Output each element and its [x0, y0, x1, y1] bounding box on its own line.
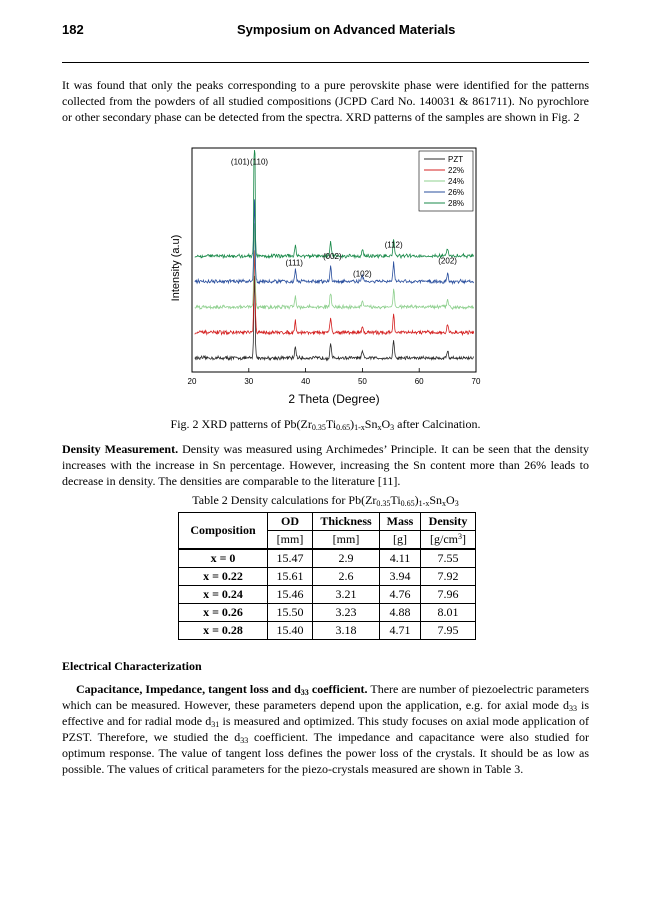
- peak-label: (112): [384, 240, 403, 250]
- legend-label: 28%: [448, 199, 465, 208]
- peak-label: (202): [438, 256, 457, 266]
- x-tick-label: 70: [471, 377, 481, 386]
- col-header: Composition: [179, 513, 268, 550]
- legend-label: 26%: [448, 188, 465, 197]
- unit-cell: $[g/cm^3]$: [421, 531, 476, 550]
- peak-label: (111): [285, 258, 303, 268]
- unit-cell: [g]: [380, 531, 421, 550]
- table-row: x = 0.22 15.61 2.6 3.94 7.92: [179, 568, 476, 586]
- y-axis-label: Intensity (a.u): [170, 234, 182, 302]
- capacitance-heading: Capacitance, Impedance, tangent loss and $d_{33}$ coefficient.: [76, 682, 368, 697]
- density-heading: Density Measurement.: [62, 442, 179, 456]
- table-row: x = 0.28 15.40 3.18 4.71 7.95: [179, 622, 476, 640]
- x-tick-label: 40: [301, 377, 311, 386]
- xrd-chart: [165, 146, 485, 408]
- journal-title: Symposium on Advanced Materials: [237, 22, 456, 37]
- table-caption: Table 2 Density calculations for $Pb(Zr_{0.35}Ti_{0.65})_{1-x}Sn_xO_3$: [192, 493, 459, 508]
- figure-caption: Fig. 2 XRD patterns of $Pb(Zr_{0.35}Ti_{0.65})_{1-x}Sn_xO_3$ after Calcination.: [170, 417, 481, 432]
- col-header: Mass: [380, 513, 421, 531]
- table-row: x = 0.24 15.46 3.21 4.76 7.96: [179, 586, 476, 604]
- table-row: x = 0.26 15.50 3.23 4.88 8.01: [179, 604, 476, 622]
- legend-label: PZT: [448, 155, 464, 164]
- section-title: Electrical Characterization: [62, 659, 202, 673]
- x-tick-label: 30: [244, 377, 254, 386]
- col-header: Thickness: [313, 513, 380, 531]
- peak-label: (101): [230, 157, 250, 167]
- x-tick-label: 20: [187, 377, 197, 386]
- peak-label: (002): [322, 251, 342, 261]
- legend-label: 22%: [448, 166, 465, 175]
- legend-label: 24%: [448, 177, 465, 186]
- table-row: x = 0 15.47 2.9 4.11 7.55: [179, 549, 476, 568]
- intro-paragraph: It was found that only the peaks corresponding to a pure perovskite phase were identified for the patterns collected from the powders of all studied compositions (JCPD Card No. 140031 & 861711). No pyrochlore or other secondary phase can be detected from the spectra. XRD patterns of the samples are shown in Fig. 2: [62, 78, 589, 124]
- unit-cell: [mm]: [313, 531, 380, 550]
- peak-label: (102): [353, 269, 372, 279]
- col-header: OD: [268, 513, 313, 531]
- density-table: [178, 512, 476, 640]
- capacitance-paragraph: Capacitance, Impedance, tangent loss and $d_{33}$ coefficient. There are number of piezoelectric parameters which can be measured. However, these parameters depend upon the application, e.g. for axial mode $d_{33}$ is effective and for radial mode $d_{31}$ is measured and optimized. This study focuses on axial mode application of PZST. Therefore, we studied the $d_{33}$ coefficient. The impedance and capacitance were also studied for optimum response. The value of tangent loss defines the power loss of the crystals. It should be as low as possible. The values of critical parameters for the piezo-crystals measured are shown in Table 3.: [62, 682, 590, 776]
- header-rule: [62, 62, 589, 63]
- col-header: Density: [421, 513, 476, 531]
- x-axis-label: 2 Theta (Degree): [288, 392, 380, 406]
- peak-label: (110): [249, 157, 269, 167]
- unit-cell: [mm]: [268, 531, 313, 550]
- page-number: 182: [62, 22, 84, 37]
- x-tick-label: 60: [414, 377, 424, 386]
- x-tick-label: 50: [357, 377, 367, 386]
- running-header: [62, 22, 589, 42]
- density-paragraph: Density Measurement. Density was measured using Archimedes’ Principle. It can be seen that the density increases with the increase in Sn percentage. However, increasing the Sn content more than 26% leads to decrease in density. The densities are comparable to the literature [11].: [62, 442, 589, 488]
